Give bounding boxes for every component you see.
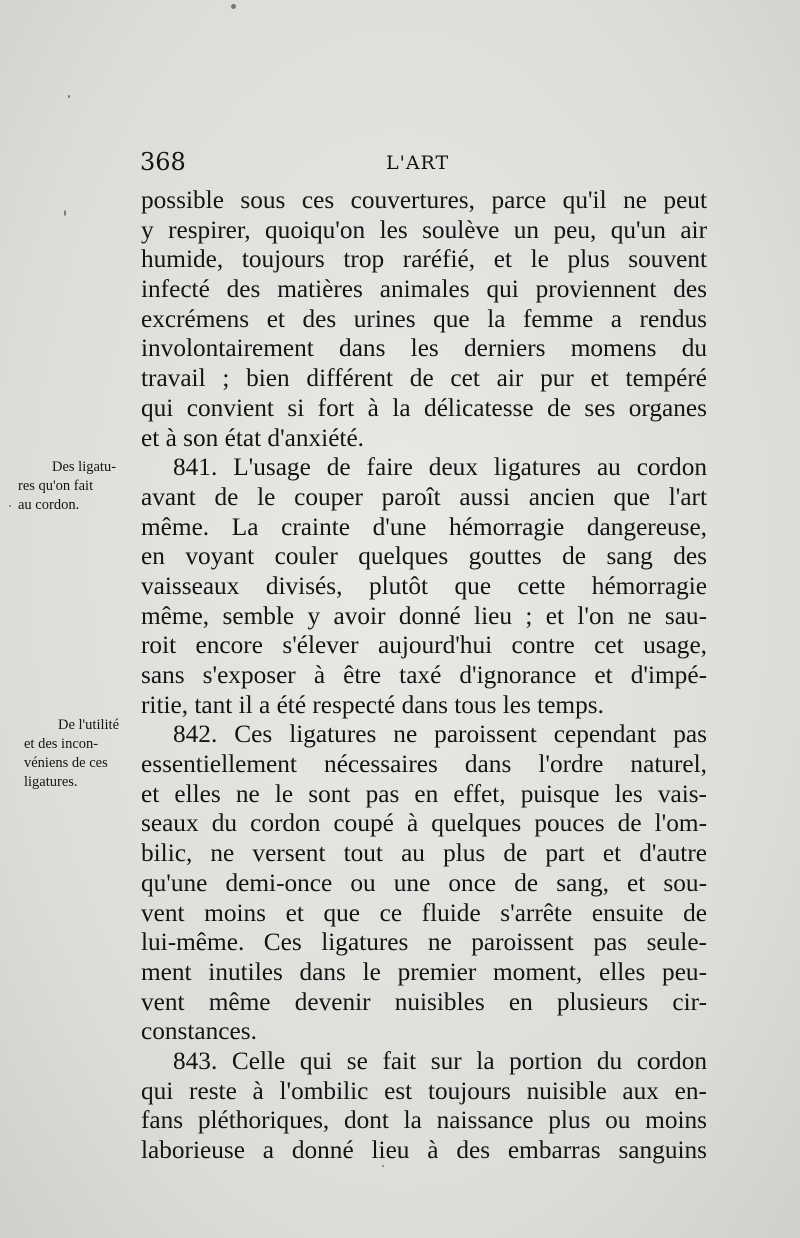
margin-note-ligatures bbox=[18, 458, 117, 515]
paper-speck bbox=[231, 4, 236, 9]
text-line: travail ; bien différent de cet air pur et tempéré bbox=[141, 364, 707, 393]
paragraph-842-start: 842. Ces ligatures ne paroissent cependant pas bbox=[173, 720, 707, 749]
text-line: sans s'exposer à être taxé d'ignorance et d'impé- bbox=[141, 661, 707, 689]
text-line: humide, toujours trop raréfié, et le plus souvent bbox=[141, 245, 707, 274]
paper-speck bbox=[68, 95, 70, 98]
margin-note-line: De l'utilité bbox=[58, 717, 120, 733]
paragraph-843-start: 843. Celle qui se fait sur la portion du cordon bbox=[173, 1046, 707, 1075]
text-line: infecté des matières animales qui proviennent des bbox=[141, 275, 707, 304]
text-line: laborieuse a donné lieu à des embarras sanguins bbox=[141, 1136, 707, 1164]
paper-speck bbox=[9, 505, 11, 507]
text-line: essentiellement nécessaires dans l'ordre naturel, bbox=[141, 750, 707, 779]
text-line: et à son état d'anxiété. bbox=[141, 423, 365, 452]
text-line: ment inutiles dans le premier moment, elles peu- bbox=[141, 957, 707, 986]
text-line: roit encore s'élever aujourd'hui contre cet usage, bbox=[141, 631, 707, 660]
margin-note-line: ligatures. bbox=[24, 774, 78, 790]
margin-note-line: res qu'on fait bbox=[18, 478, 94, 494]
text-line: qu'une demi-once ou une once de sang, et sou- bbox=[141, 868, 707, 897]
text-line: y respirer, quoiqu'on les soulève un peu, qu'un air bbox=[141, 215, 707, 244]
text-line: vaisseaux divisés, plutôt que cette hémorragie bbox=[141, 571, 707, 600]
page-number: 368 bbox=[140, 148, 186, 176]
paper-speck bbox=[64, 210, 66, 216]
text-line: même. La crainte d'une hémorragie dangereuse, bbox=[141, 512, 707, 541]
page-header bbox=[140, 148, 710, 178]
text-line: seaux du cordon coupé à quelques pouces de l'om- bbox=[141, 809, 707, 838]
text-line: et elles ne le sont pas en effet, puisque les vais- bbox=[141, 779, 707, 808]
margin-note-line: et des incon- bbox=[24, 736, 99, 752]
text-line: involontairement dans les derniers momens du bbox=[141, 334, 707, 363]
text-line: vent même devenir nuisibles en plusieurs cir- bbox=[141, 987, 707, 1016]
running-title: L'ART bbox=[386, 152, 450, 174]
margin-note-line: au cordon. bbox=[18, 497, 80, 513]
text-line: ritie, tant il a été respecté dans tous les temps. bbox=[141, 690, 604, 719]
text-line: en voyant couler quelques gouttes de sang des bbox=[141, 542, 707, 571]
text-line: qui reste à l'ombilic est toujours nuisible aux en- bbox=[141, 1076, 707, 1105]
margin-note-line: Des ligatu- bbox=[52, 459, 117, 475]
margin-note-line: véniens de ces bbox=[24, 755, 108, 771]
text-line: bilic, ne versent tout au plus de part et d'autre bbox=[141, 839, 707, 868]
text-line: excrémens et des urines que la femme a rendus bbox=[141, 304, 707, 333]
margin-note-utility bbox=[24, 716, 120, 792]
paragraph-841-start: 841. L'usage de faire deux ligatures au cordon bbox=[173, 453, 707, 482]
body-text bbox=[141, 186, 707, 1166]
text-line: même, semble y avoir donné lieu ; et l'on ne sau- bbox=[141, 601, 707, 630]
text-line: fans pléthoriques, dont la naissance plus ou moins bbox=[141, 1106, 707, 1135]
text-line: qui convient si fort à la délicatesse de ses organes bbox=[141, 393, 707, 422]
text-line: vent moins et que ce fluide s'arrête ensuite de bbox=[141, 898, 707, 927]
text-line: avant de le couper paroît aussi ancien que l'art bbox=[141, 482, 707, 511]
text-line: lui-même. Ces ligatures ne paroissent pas seule- bbox=[141, 928, 707, 957]
text-line: constances. bbox=[141, 1017, 257, 1046]
text-line: possible sous ces couvertures, parce qu'il ne peut bbox=[141, 186, 707, 214]
